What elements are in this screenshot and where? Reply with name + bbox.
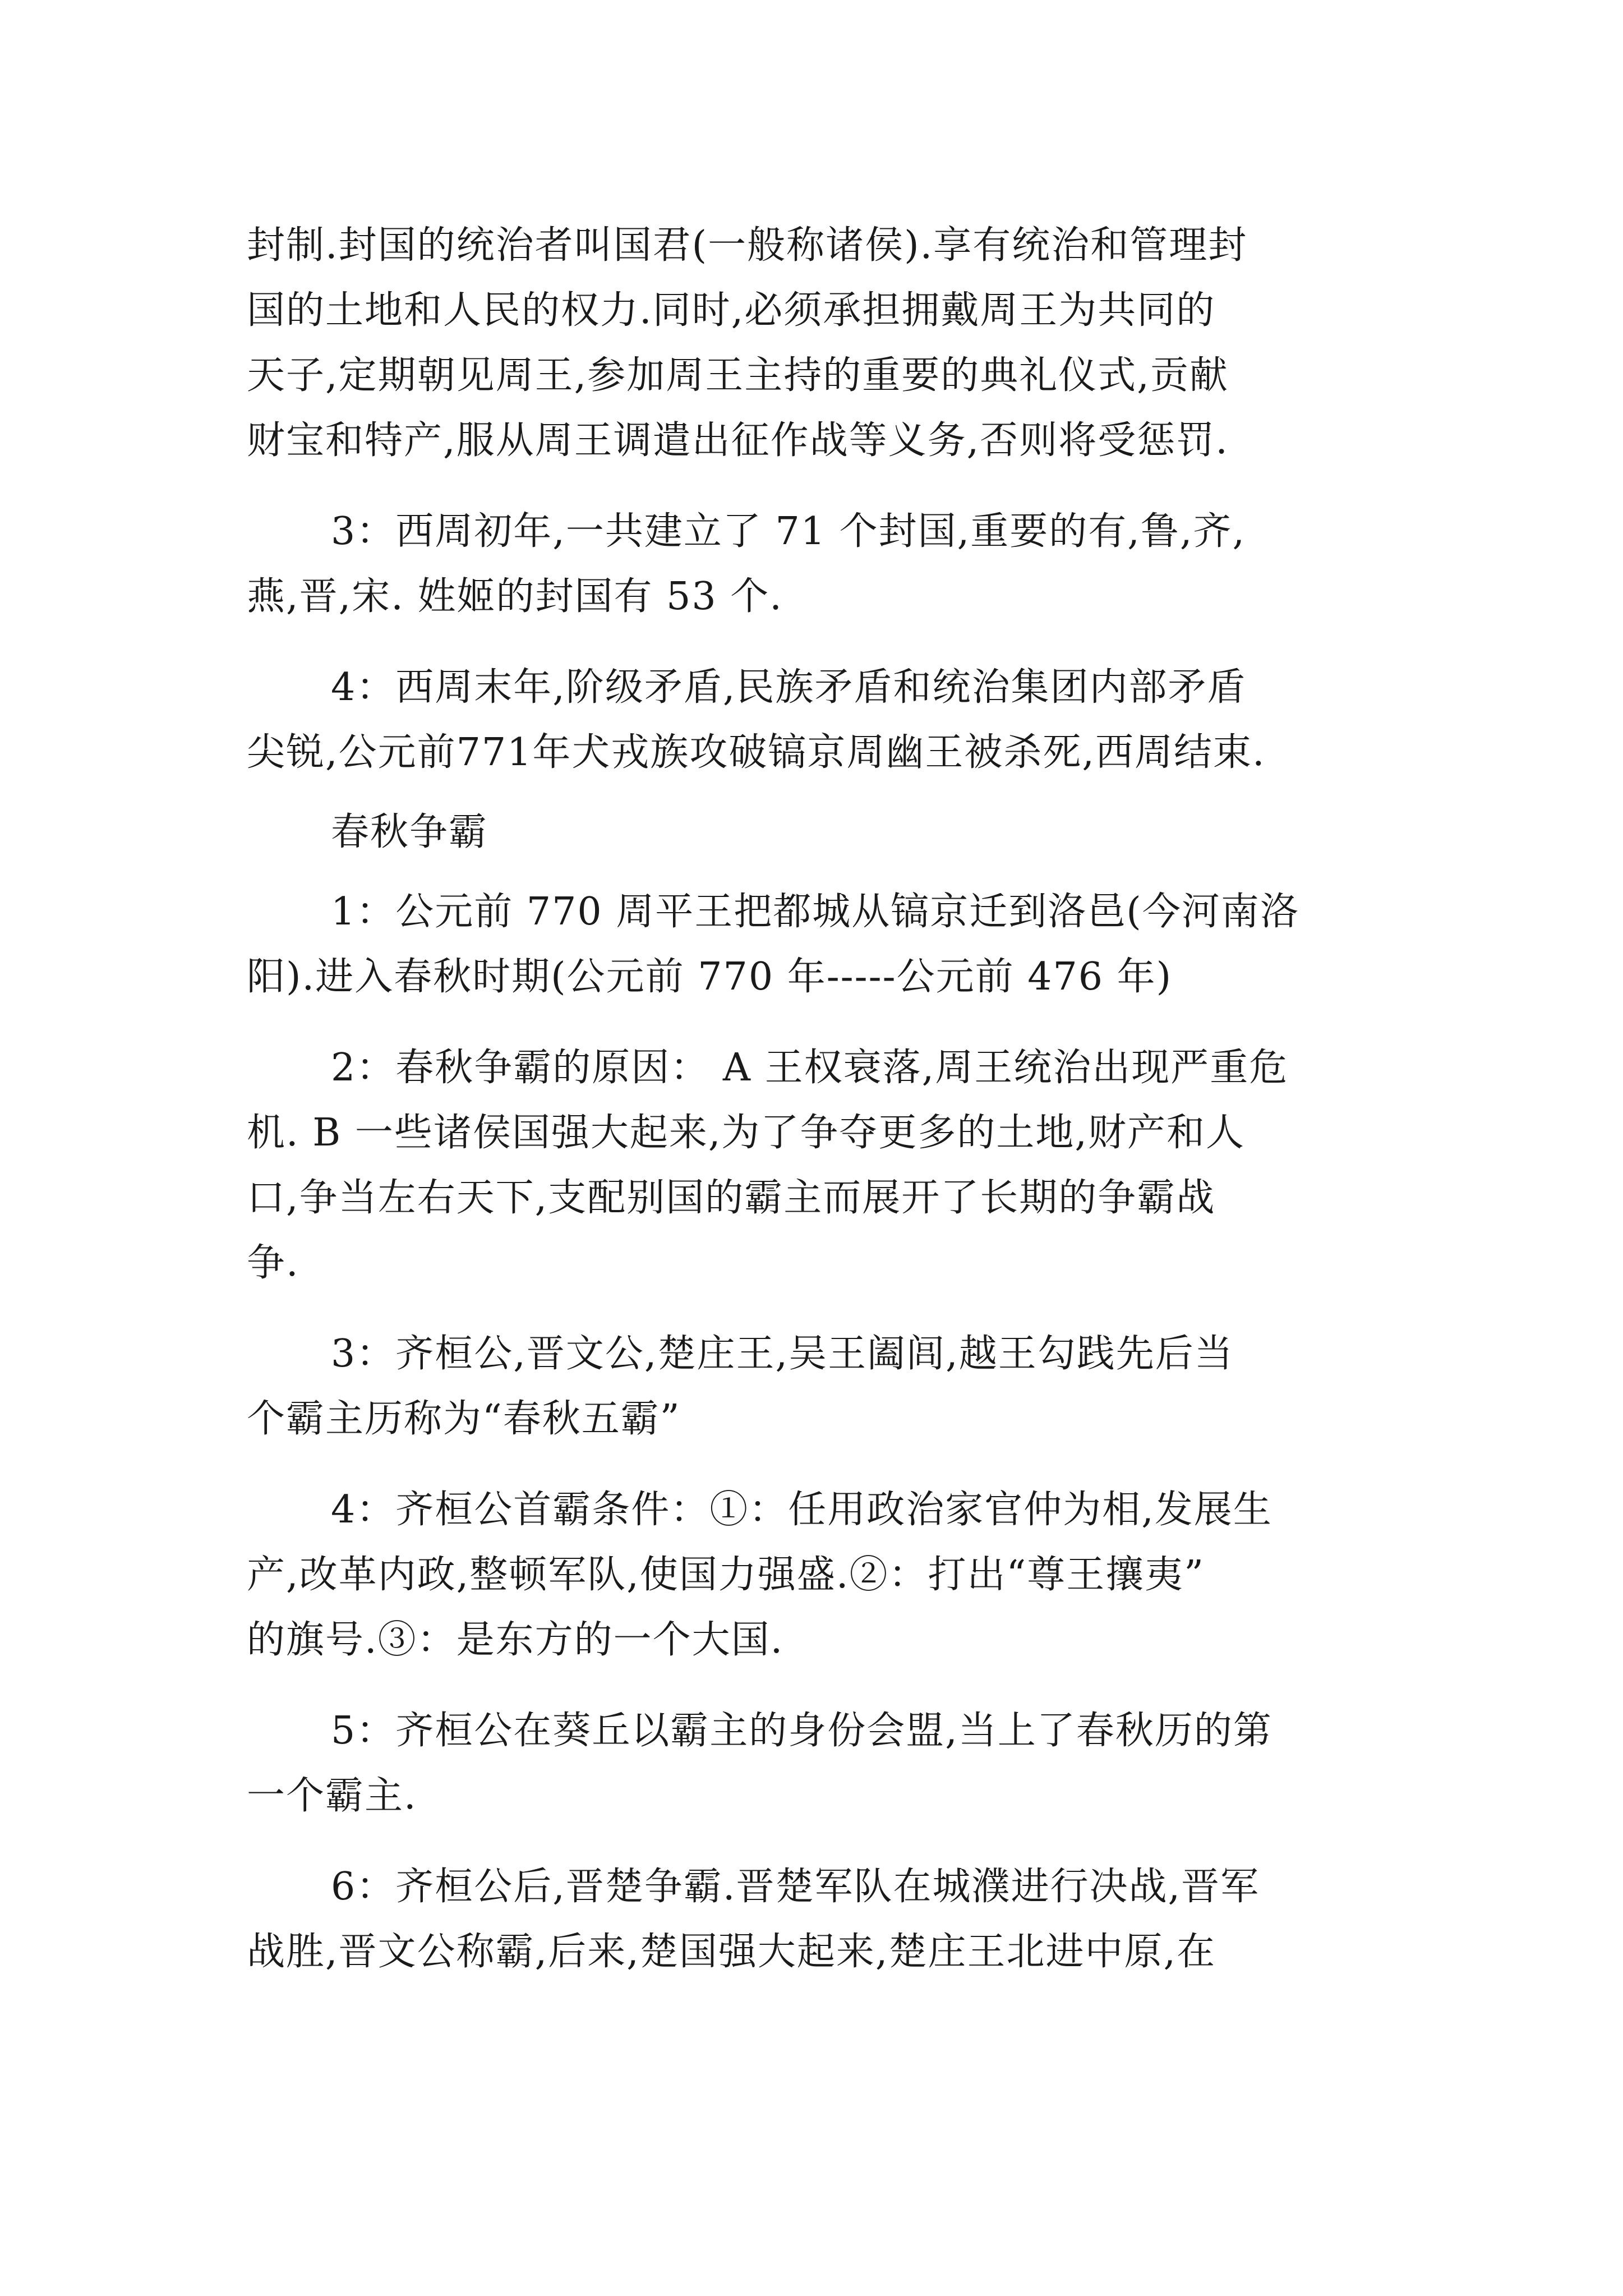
text-line: 口,争当左右天下,支配别国的霸主而展开了长期的争霸战 (247, 1176, 1216, 1220)
text-line: 个霸主历称为“春秋五霸” (247, 1397, 681, 1441)
text-line: 争. (247, 1241, 299, 1285)
text-line: 封制.封国的统治者叫国君(一般称诸侯).享有统治和管理封 (247, 223, 1248, 268)
paragraph-item-3-five-hegemons (247, 1322, 1391, 1452)
text-line: 1：公元前 770 周平王把都城从镐京迁到洛邑(今河南洛 (331, 890, 1299, 934)
text-line: 5：齐桓公在葵丘以霸主的身份会盟,当上了春秋历的第 (331, 1709, 1272, 1753)
text-line: 战胜,晋文公称霸,后来,楚国强大起来,楚庄王北进中原,在 (247, 1930, 1216, 1974)
text-line: 3：齐桓公,晋文公,楚庄王,吴王阖闾,越王勾践先后当 (331, 1332, 1234, 1376)
text-line: 产,改革内政,整顿军队,使国力强盛.②：打出“尊王攘夷” (247, 1553, 1205, 1597)
text-line: 阳).进入春秋时期(公元前 770 年-----公元前 476 年) (247, 955, 1173, 999)
text-line: 2：春秋争霸的原因： A 王权衰落,周王统治出现严重危 (331, 1046, 1289, 1090)
paragraph-feudal-system (247, 213, 1391, 473)
text-line: 燕,晋,宋. 姓姬的封国有 53 个. (247, 574, 783, 619)
text-line: 财宝和特产,服从周王调遣出征作战等义务,否则将受惩罚. (247, 418, 1229, 463)
text-line: 的旗号.③：是东方的一个大国. (247, 1618, 784, 1662)
section-heading-text: 春秋争霸 (331, 810, 488, 854)
text-line: 国的土地和人民的权力.同时,必须承担拥戴周王为共同的 (247, 288, 1216, 333)
document-body (247, 213, 1391, 1985)
text-line: 尖锐,公元前771年犬戎族攻破镐京周幽王被杀死,西周结束. (247, 730, 1266, 775)
text-line: 3：西周初年,一共建立了 71 个封国,重要的有,鲁,齐, (331, 509, 1246, 554)
paragraph-item-4-end-of-western-zhou (247, 655, 1391, 785)
text-line: 天子,定期朝见周王,参加周王主持的重要的典礼仪式,贡献 (247, 353, 1229, 398)
text-line: 4：西周末年,阶级矛盾,民族矛盾和统治集团内部矛盾 (331, 665, 1247, 710)
text-line: 一个霸主. (247, 1774, 417, 1818)
paragraph-item-5-kuiqiu (247, 1699, 1391, 1829)
text-line: 机. B 一些诸侯国强大起来,为了争夺更多的土地,财产和人 (247, 1111, 1246, 1155)
paragraph-item-3-states (247, 499, 1391, 629)
paragraph-item-4-qi-conditions (247, 1478, 1391, 1673)
paragraph-item-1-relocation (247, 880, 1391, 1010)
text-line: 4：齐桓公首霸条件：①：任用政治家官仲为相,发展生 (331, 1488, 1272, 1532)
paragraph-item-6-jin-chu (247, 1855, 1391, 1985)
text-line: 6：齐桓公后,晋楚争霸.晋楚军队在城濮进行决战,晋军 (331, 1865, 1260, 1909)
paragraph-item-2-causes (247, 1036, 1391, 1296)
section-heading (247, 800, 1391, 865)
